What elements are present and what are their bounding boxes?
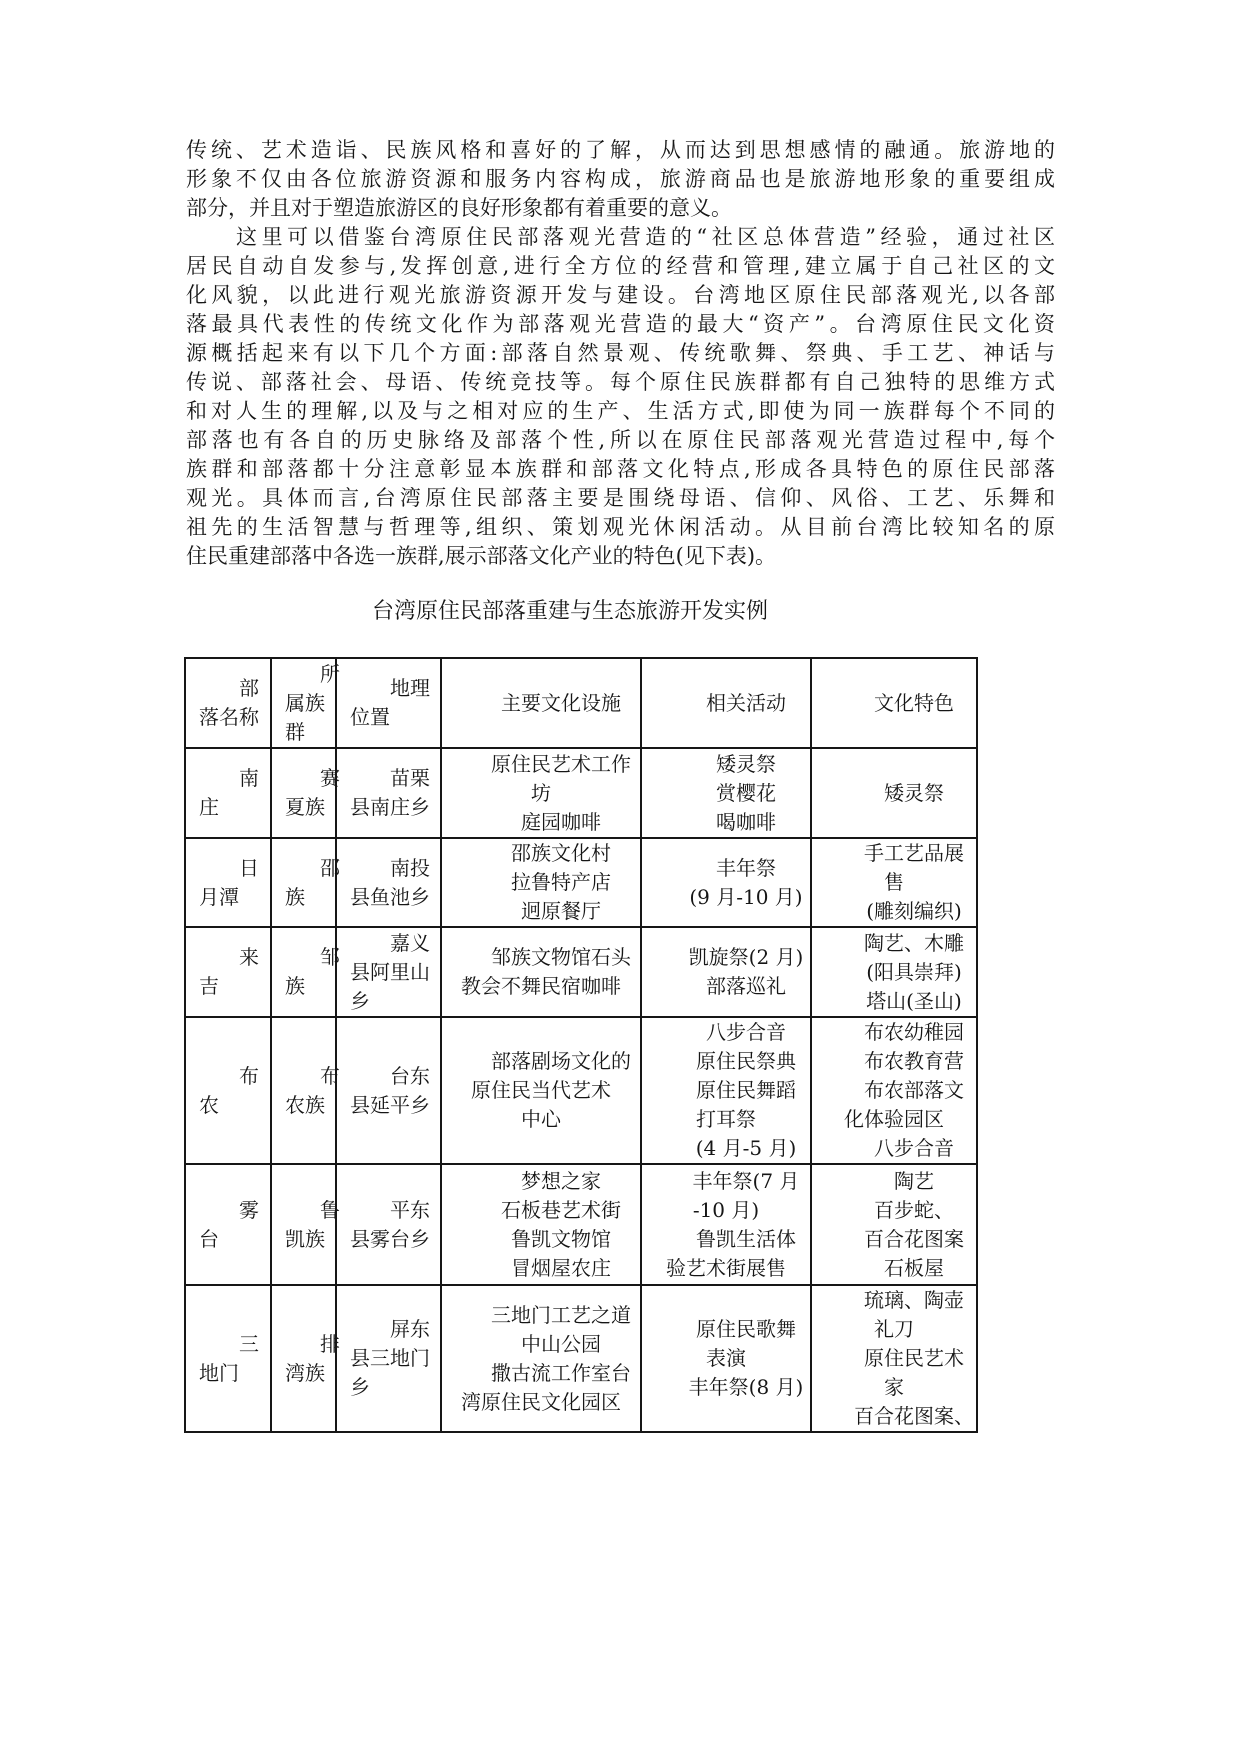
paragraph-line: 这里可以借鉴台湾原住民部落观光营造的“社区总体营造”经验，通过社区	[236, 225, 1055, 249]
cell-text-line: 矮灵祭	[716, 751, 776, 776]
cell-related-activities	[641, 927, 811, 1017]
cell-ethnic-group	[271, 1017, 340, 1164]
cell-text-line: 赏樱花	[716, 780, 776, 805]
paragraph-line: 族群和部落都十分注意彰显本族群和部落文化特点,形成各具特色的原住民部落	[186, 457, 1055, 481]
cell-text-line: 坊	[531, 780, 551, 805]
table-title: 台湾原住民部落重建与生态旅游开发实例	[372, 599, 769, 624]
cell-text-line: 月潭	[199, 884, 239, 909]
cell-location	[336, 748, 441, 838]
cell-text-line: 原住民艺术	[864, 1346, 964, 1370]
cell-tribe-name	[185, 927, 271, 1017]
cell-text-line: 八步合音	[874, 1136, 954, 1160]
cell-text-line: 所	[320, 661, 340, 686]
cell-text-line: 布农幼稚园	[864, 1020, 964, 1044]
paragraph-line: 观光。具体而言,台湾原住民部落主要是围绕母语、信仰、风俗、工艺、乐舞和	[186, 486, 1055, 510]
paragraph-line: 源概括起来有以下几个方面:部落自然景观、传统歌舞、祭典、手工艺、神话与	[186, 341, 1055, 365]
table-header-row	[185, 658, 977, 748]
cell-text-line: 百步蛇、	[874, 1197, 954, 1222]
cell-text-line: 撒古流工作室台	[491, 1360, 631, 1385]
cell-cultural-features	[811, 748, 977, 838]
header-ethnic-group	[271, 658, 340, 748]
cell-text-line: 邵族文化村	[511, 841, 611, 865]
cell-text-line: 群	[285, 719, 305, 744]
cell-text-line: 布	[239, 1063, 259, 1088]
cell-text-line: 雾	[239, 1197, 259, 1222]
cell-text-line: 县三地门	[350, 1346, 430, 1370]
cell-cultural-facilities	[441, 1017, 641, 1164]
cell-location	[336, 1285, 441, 1432]
cell-text-line: 售	[884, 870, 904, 894]
cell-text-line: 冒烟屋农庄	[511, 1255, 611, 1280]
cell-text-line: 中山公园	[521, 1331, 601, 1356]
cell-text-line: 族	[285, 884, 305, 909]
cell-text-line: 来	[239, 945, 259, 969]
cell-text-line: 地理	[390, 676, 430, 700]
cell-text-line: 庄	[199, 795, 219, 819]
cell-text-line: 百合花图案	[864, 1226, 964, 1251]
cell-text-line: 礼刀	[874, 1317, 914, 1341]
table-row	[185, 1017, 977, 1164]
cell-text-line: 丰年祭(8 月)	[688, 1375, 804, 1399]
cell-text-line: 原住民舞蹈	[696, 1078, 796, 1102]
cell-text-line: 布农部落文	[864, 1078, 964, 1102]
cell-text-line: 相关活动	[706, 690, 786, 715]
header-cultural-facilities	[441, 658, 641, 748]
cell-text-line: 吉	[199, 974, 219, 998]
cell-location	[336, 838, 441, 927]
cell-text-line: 苗栗	[390, 766, 430, 790]
paragraph-line: 部分，并且对于塑造旅游区的良好形象都有着重要的意义。	[186, 196, 732, 220]
cell-cultural-facilities	[441, 838, 641, 927]
cell-text-line: 鲁凯生活体	[696, 1226, 796, 1251]
header-related-activities	[641, 658, 811, 748]
cell-text-line: 塔山(圣山)	[866, 988, 962, 1013]
cell-text-line: (4 月-5 月)	[695, 1136, 797, 1160]
cell-text-line: 嘉义	[390, 930, 430, 955]
cell-text-line: 南投	[390, 855, 430, 880]
cell-text-line: 乡	[350, 1375, 370, 1399]
cell-text-line: 日	[239, 855, 259, 880]
cell-text-line: 鲁凯文物馆	[511, 1226, 611, 1251]
cell-text-line: 验艺术街展售	[666, 1255, 786, 1280]
cell-text-line: 表演	[706, 1346, 746, 1370]
header-cultural-features	[811, 658, 977, 748]
paragraph-line: 传说、部落社会、母语、传统竞技等。每个原住民族群都有自己独特的思维方式	[186, 370, 1055, 394]
cell-text-line: 南	[239, 766, 259, 790]
cell-text-line: 三地门工艺之道	[491, 1302, 631, 1327]
paragraph-line: 住民重建部落中各选一族群,展示部落文化产业的特色(见下表)。	[186, 544, 777, 568]
cell-text-line: 位置	[350, 705, 390, 729]
cell-tribe-name	[185, 748, 271, 838]
cell-text-line: 县延平乡	[350, 1092, 430, 1117]
cell-text-line: 矮灵祭	[884, 780, 944, 805]
cell-location	[336, 1017, 441, 1164]
cell-text-line: 赛	[320, 766, 340, 790]
cell-ethnic-group	[271, 927, 340, 1017]
cell-cultural-facilities	[441, 1164, 641, 1285]
cell-text-line: 乡	[350, 988, 370, 1013]
cell-text-line: 湾原住民文化园区	[461, 1389, 621, 1414]
cell-related-activities	[641, 1017, 811, 1164]
cell-text-line: (9 月-10 月)	[689, 884, 803, 909]
cell-cultural-features	[811, 1017, 977, 1164]
cell-text-line: 八步合音	[706, 1020, 786, 1044]
cell-cultural-facilities	[441, 1285, 641, 1432]
cell-text-line: 陶艺、木雕	[864, 930, 964, 955]
cell-text-line: 喝咖啡	[716, 809, 776, 834]
table-row	[185, 1164, 977, 1285]
cell-text-line: 丰年祭(7 月	[692, 1168, 800, 1193]
table-row	[185, 927, 977, 1017]
cell-text-line: 迥原餐厅	[521, 899, 601, 923]
cell-text-line: 地门	[199, 1360, 239, 1385]
cell-cultural-features	[811, 1164, 977, 1285]
table-row	[185, 1285, 977, 1432]
cell-text-line: 原住民当代艺术	[471, 1078, 611, 1102]
cell-text-line: 县南庄乡	[350, 795, 430, 819]
cell-text-line: 屏东	[390, 1317, 430, 1341]
cell-text-line: 台东	[390, 1063, 430, 1088]
cell-text-line: 凯旋祭(2 月)	[688, 945, 804, 969]
cell-text-line: 部落巡礼	[706, 974, 786, 998]
cell-cultural-features	[811, 838, 977, 927]
cell-text-line: 化体验园区	[844, 1107, 944, 1131]
paragraph-line: 化风貌，以此进行观光旅游资源开发与建设。台湾地区原住民部落观光,以各部	[186, 283, 1055, 307]
paragraph-line: 部落也有各自的历史脉络及部落个性,所以在原住民部落观光营造过程中,每个	[186, 428, 1055, 452]
cell-text-line: 湾族	[285, 1360, 325, 1385]
cell-text-line: 陶艺	[894, 1168, 934, 1193]
paragraph	[186, 223, 1055, 571]
cell-text-line: 石板屋	[884, 1255, 944, 1280]
paragraph-line: 居民自动自发参与,发挥创意,进行全方位的经营和管理,建立属于自己社区的文	[186, 254, 1055, 278]
cell-text-line: 农	[199, 1092, 219, 1117]
cell-tribe-name	[185, 1285, 271, 1432]
cell-text-line: 部	[239, 676, 259, 700]
cell-text-line: -10 月)	[692, 1197, 760, 1222]
cell-text-line: 文化特色	[874, 690, 954, 715]
cell-text-line: 主要文化设施	[501, 690, 621, 715]
table-body	[185, 748, 977, 1432]
cell-text-line: 县鱼池乡	[350, 884, 430, 909]
cell-text-line: 庭园咖啡	[521, 809, 601, 834]
cell-cultural-features	[811, 1285, 977, 1432]
cell-text-line: 教会不舞民宿咖啡	[461, 974, 621, 998]
cell-text-line: 手工艺品展	[864, 841, 964, 865]
cell-tribe-name	[185, 1017, 271, 1164]
table-row	[185, 748, 977, 838]
cell-text-line: 族	[285, 974, 305, 998]
cell-text-line: 县阿里山	[350, 959, 430, 984]
cell-text-line: 家	[884, 1375, 904, 1399]
cell-text-line: 百合花图案、	[854, 1404, 974, 1428]
cell-text-line: 布	[320, 1063, 340, 1088]
cell-text-line: 鲁	[320, 1197, 340, 1222]
cell-ethnic-group	[271, 1285, 340, 1432]
cell-related-activities	[641, 1285, 811, 1432]
cell-text-line: 夏族	[285, 795, 325, 819]
cell-text-line: 拉鲁特产店	[511, 870, 611, 894]
table-row	[185, 838, 977, 927]
cell-text-line: 原住民歌舞	[696, 1317, 796, 1341]
header-tribe-name	[185, 658, 271, 748]
cell-text-line: 台	[199, 1226, 219, 1251]
cell-text-line: (雕刻编织)	[866, 899, 962, 923]
cell-text-line: 凯族	[285, 1226, 325, 1251]
cell-text-line: 琉璃、陶壶	[864, 1288, 964, 1312]
paragraph-line: 和对人生的理解,以及与之相对应的生产、生活方式,即使为同一族群每个不同的	[186, 399, 1055, 423]
cell-text-line: 部落剧场文化的	[491, 1049, 631, 1073]
paragraph-line: 形象不仅由各位旅游资源和服务内容构成，旅游商品也是旅游地形象的重要组成	[186, 167, 1055, 191]
cell-text-line: 打耳祭	[696, 1107, 756, 1131]
cell-location	[336, 1164, 441, 1285]
cell-text-line: 平东	[390, 1197, 430, 1222]
cell-text-line: 县雾台乡	[350, 1226, 430, 1251]
cell-cultural-facilities	[441, 748, 641, 838]
cell-text-line: 原住民艺术工作	[491, 751, 631, 776]
cell-related-activities	[641, 1164, 811, 1285]
cell-cultural-features	[811, 927, 977, 1017]
cell-ethnic-group	[271, 838, 340, 927]
cell-text-line: 邵	[320, 855, 340, 880]
cell-cultural-facilities	[441, 927, 641, 1017]
cell-tribe-name	[185, 838, 271, 927]
cell-related-activities	[641, 748, 811, 838]
cell-text-line: (阳具崇拜)	[866, 959, 962, 984]
cell-text-line: 落名称	[199, 705, 259, 729]
paragraph	[186, 136, 1055, 223]
cell-text-line: 梦想之家	[521, 1168, 601, 1193]
cell-text-line: 排	[320, 1331, 340, 1356]
cell-text-line: 原住民祭典	[696, 1049, 796, 1073]
cell-text-line: 邹族文物馆石头	[491, 945, 631, 969]
cell-text-line: 邹	[320, 945, 340, 969]
paragraph-line: 传统、艺术造诣、民族风格和喜好的了解，从而达到思想感情的融通。旅游地的	[186, 138, 1055, 162]
cell-text-line: 三	[239, 1331, 259, 1356]
cell-ethnic-group	[271, 748, 340, 838]
cell-ethnic-group	[271, 1164, 340, 1285]
data-table	[184, 657, 978, 1433]
cell-text-line: 石板巷艺术街	[501, 1197, 621, 1222]
cell-location	[336, 927, 441, 1017]
table-header	[185, 658, 977, 748]
cell-tribe-name	[185, 1164, 271, 1285]
paragraph-line: 落最具代表性的传统文化作为部落观光营造的最大“资产”。台湾原住民文化资	[186, 312, 1055, 336]
cell-text-line: 属族	[285, 690, 325, 715]
cell-text-line: 中心	[521, 1107, 561, 1131]
paragraph-line: 祖先的生活智慧与哲理等,组织、策划观光休闲活动。从目前台湾比较知名的原	[186, 515, 1055, 539]
cell-related-activities	[641, 838, 811, 927]
header-location	[336, 658, 441, 748]
cell-text-line: 农族	[285, 1092, 325, 1117]
cell-text-line: 丰年祭	[716, 855, 776, 880]
body-text	[186, 136, 1055, 571]
cell-text-line: 布农教育营	[864, 1049, 964, 1073]
